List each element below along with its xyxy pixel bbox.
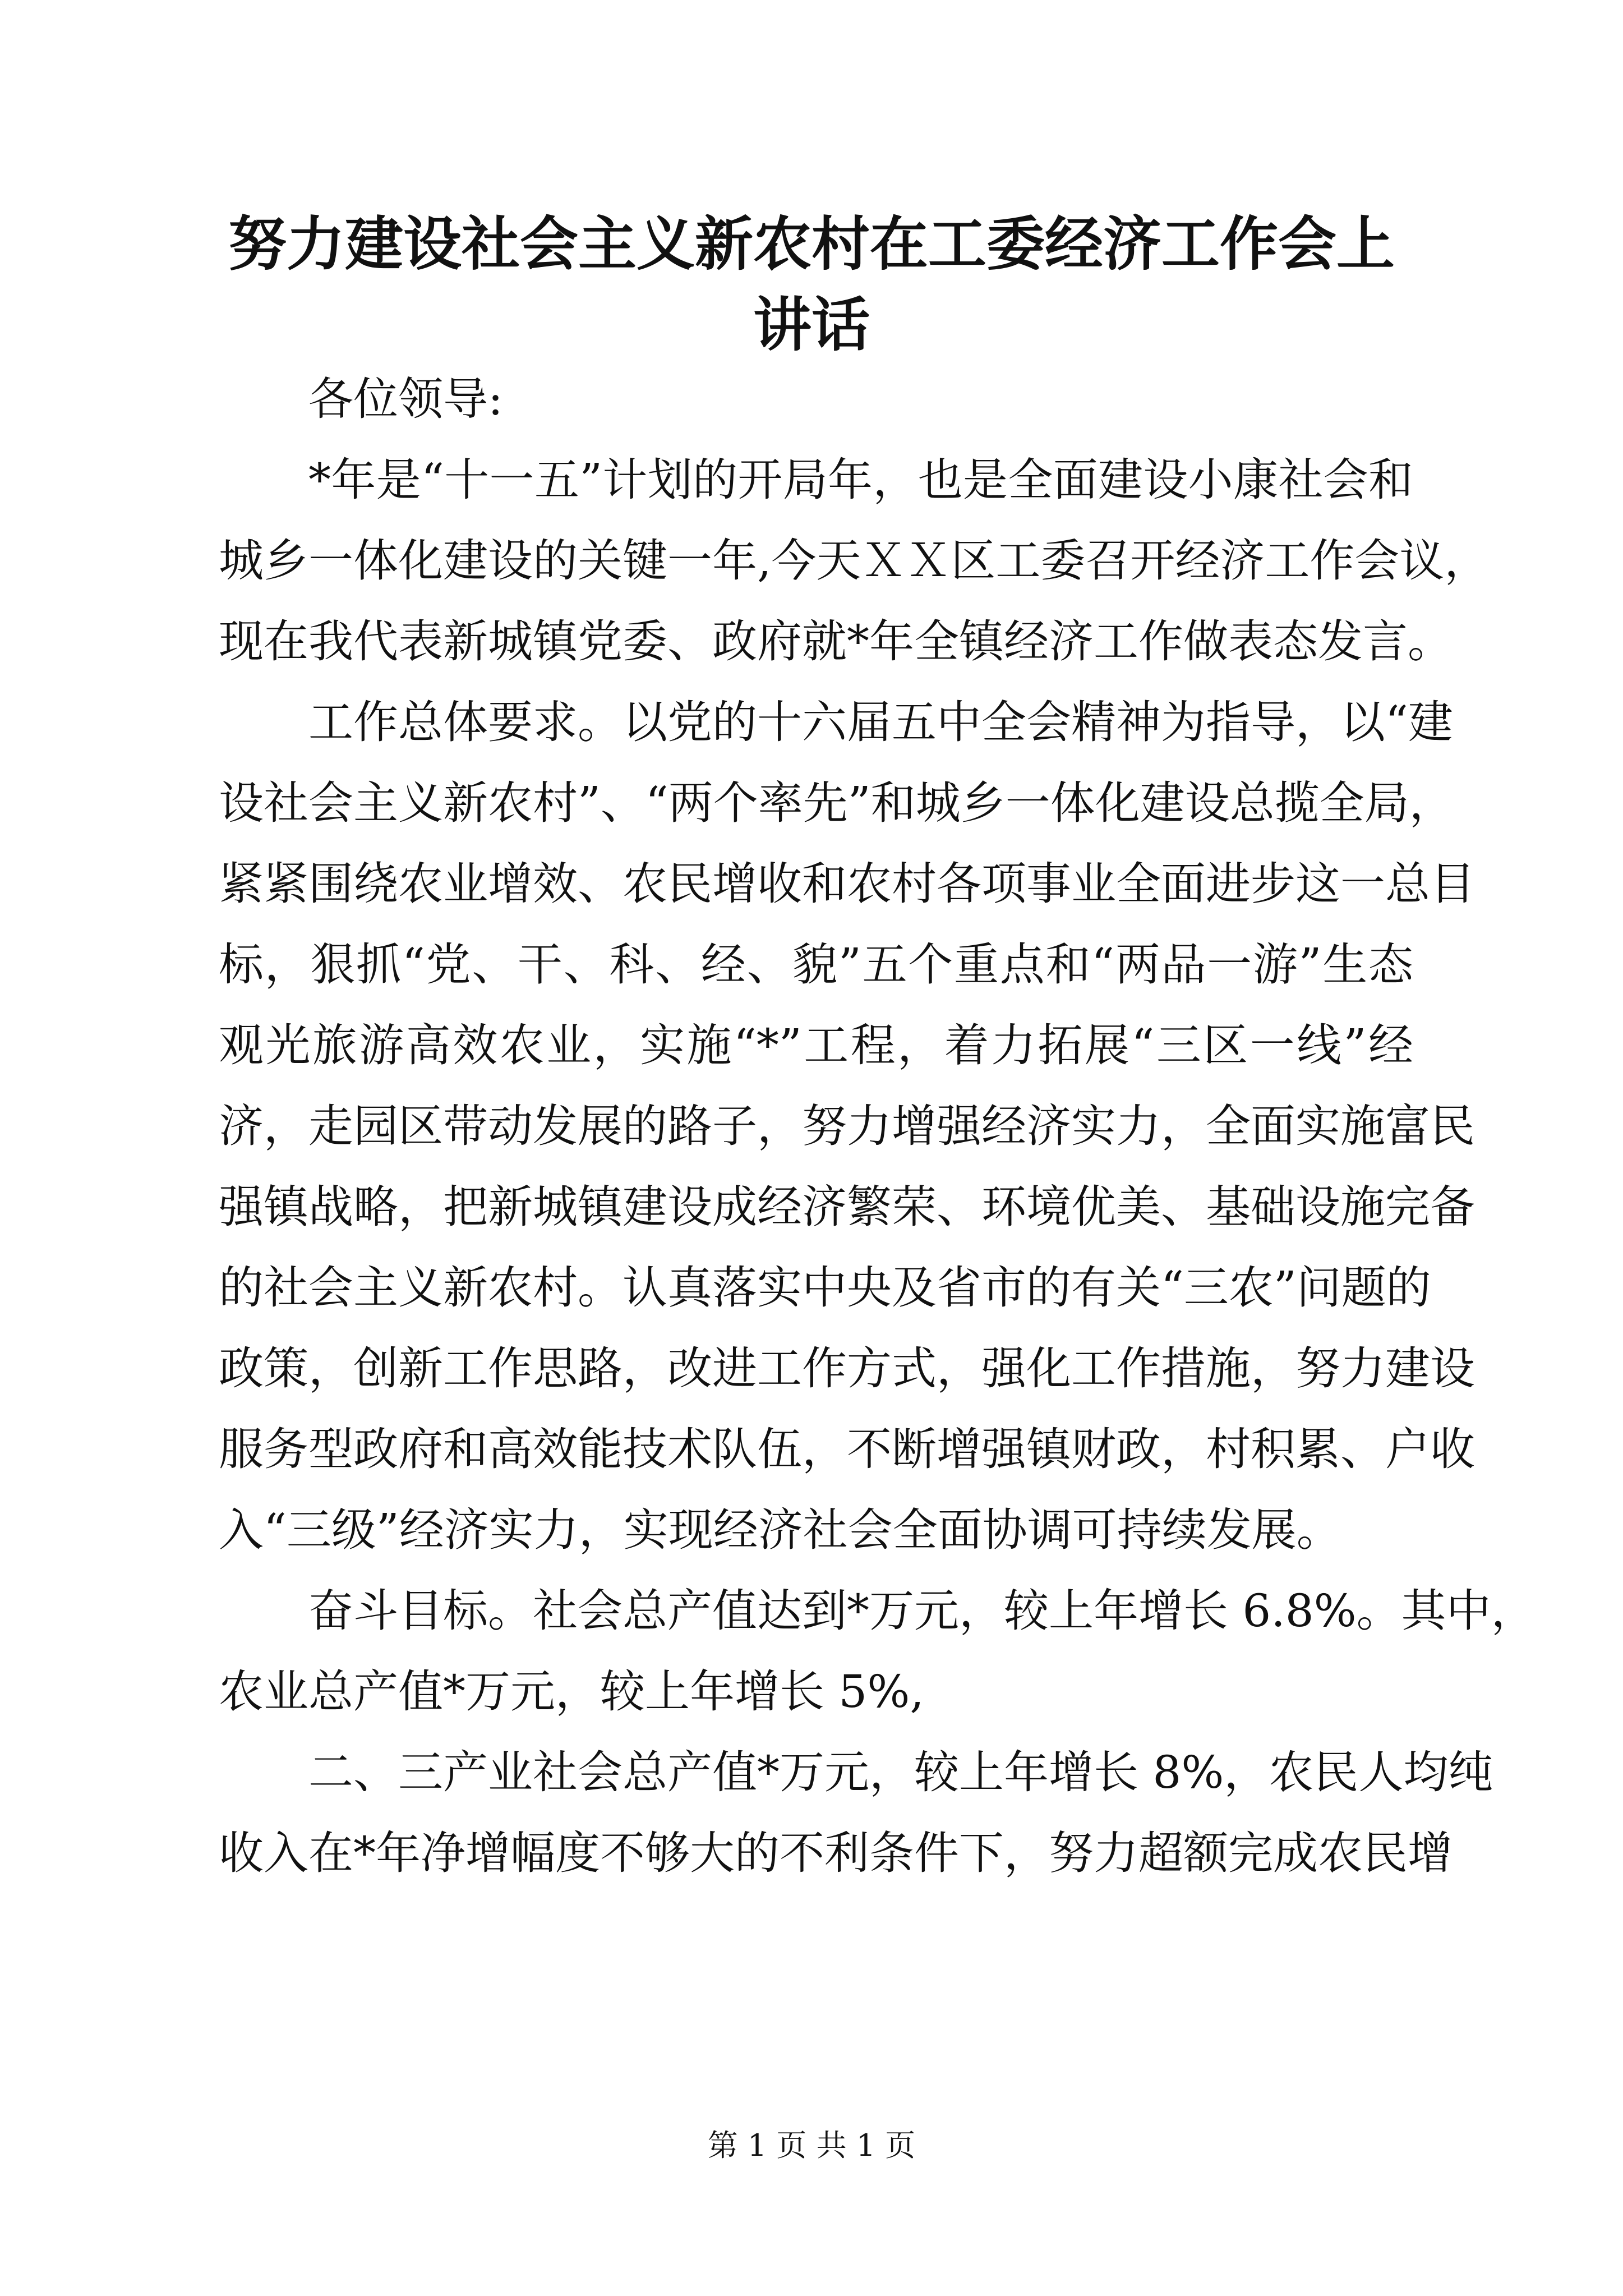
paragraph-requirements <box>219 682 1475 1571</box>
paragraph-line: 的社会主义新农村。认真落实中央及省市的有关“三农”问题的 <box>219 1262 1431 1314</box>
paragraph-line: 农业总产值*万元，较上年增长 5%, <box>219 1665 924 1718</box>
title-line: 努力建设社会主义新农村在工委经济工作会上 <box>228 209 1395 278</box>
paragraph-opening <box>219 440 1490 682</box>
paragraph-line: 观光旅游高效农业，实施“*”工程，着力拓展“三区一线”经 <box>219 1019 1413 1071</box>
document-title <box>219 202 1404 364</box>
paragraph-line: 设社会主义新农村”、“两个率先”和城乡一体化建设总揽全局， <box>219 777 1454 829</box>
paragraph-line: 工作总体要求。以党的十六届五中全会精神为指导，以“建 <box>308 696 1453 748</box>
paragraph-industry <box>219 1732 1493 1894</box>
paragraph-goals <box>219 1571 1536 1732</box>
paragraph-line: 服务型政府和高效能技术队伍，不断增强镇财政，村积累、户收 <box>219 1423 1475 1475</box>
paragraph-line: 现在我代表新城镇党委、政府就*年全镇经济工作做表态发言。 <box>219 615 1453 668</box>
title-line: 讲话 <box>753 290 870 359</box>
paragraph-line: 城乡一体化建设的关键一年,今天ＸＸ区工委召开经济工作会议， <box>219 535 1490 587</box>
page-footer: 第 1 页 共 1 页 <box>707 2128 916 2163</box>
paragraph-line: *年是“十一五”计划的开局年，也是全面建设小康社会和 <box>308 454 1413 506</box>
paragraph-line: 标，狠抓“党、干、科、经、貌”五个重点和“两品一游”生态 <box>219 938 1413 991</box>
paragraph-line: 二、三产业社会总产值*万元，较上年增长 8%，农民人均纯 <box>308 1746 1493 1798</box>
paragraph-line: 紧紧围绕农业增效、农民增收和农村各项事业全面进步这一总目 <box>219 858 1475 910</box>
paragraph-line: 收入在*年净增幅度不够大的不利条件下，努力超额完成农民增 <box>219 1827 1453 1879</box>
paragraph-line: 强镇战略，把新城镇建设成经济繁荣、环境优美、基础设施完备 <box>219 1181 1475 1233</box>
salutation: 各位领导: <box>308 373 503 425</box>
document-body <box>219 359 1536 1894</box>
paragraph-line: 奋斗目标。社会总产值达到*万元，较上年增长 6.8%。其中， <box>308 1585 1536 1637</box>
paragraph-line: 政策，创新工作思路，改进工作方式，强化工作措施，努力建设 <box>219 1342 1475 1395</box>
paragraph-line: 济，走园区带动发展的路子，努力增强经济实力，全面实施富民 <box>219 1100 1475 1152</box>
paragraph-line: 入“三级”经济实力，实现经济社会全面协调可持续发展。 <box>219 1504 1341 1556</box>
